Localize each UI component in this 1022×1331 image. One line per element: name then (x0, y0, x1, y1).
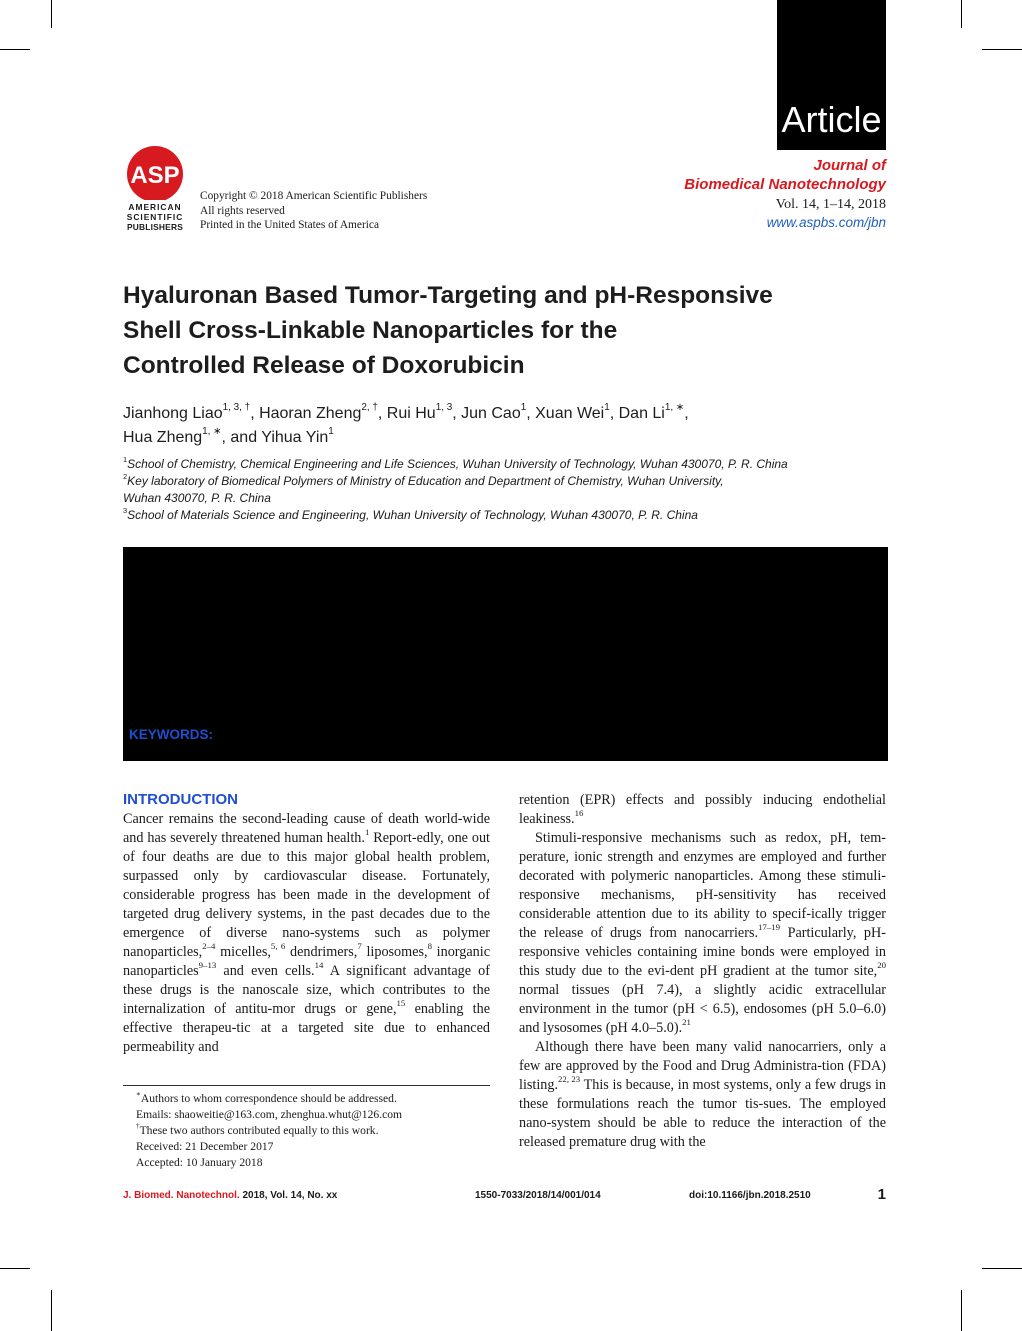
text-run: normal tissues (pH 7.4), a slightly acidic extracellular environment in the tumor (pH < 6.5), endosomes (pH 5.0–6.0) and lysosomes (pH 4.0–5.0). (519, 982, 886, 1036)
right-column (519, 791, 886, 1152)
text-run: Although there have been many valid nanocarriers, only a few are approved by the Food and Drug Administra-tion (FDA) listing. (519, 1039, 886, 1093)
text-run: Stimuli-responsive mechanisms such as redox, pH, tem-perature, ionic strength and enzymes are employed and further decorated with polymeric nanoparticles. Among these stimuli-responsive mechanisms, pH-sensitivity has received considerable attention due to its ability to specif-ically trigger the release of drugs from nanocarriers. (519, 830, 886, 941)
article-tab (777, 0, 886, 150)
text-run: This is because, in most systems, only a few drugs in these formulations reach the tumor tis-sues. The employed nano-system should be able to reduce the interaction of the released premature drug with the (519, 1077, 886, 1150)
citation-ref[interactable]: 21 (682, 1016, 691, 1027)
article-tab-label: Article (781, 99, 882, 140)
journal-volume: Vol. 14, 1–14, 2018 (775, 197, 886, 212)
crop-mark (961, 0, 962, 28)
crop-mark (51, 1290, 52, 1331)
citation-ref[interactable]: 15 (396, 997, 406, 1008)
journal-name-line: Journal of (813, 157, 886, 174)
logo-line: AMERICAN (128, 202, 182, 212)
crop-mark (982, 49, 1022, 50)
citation-ref[interactable]: 1 (364, 826, 370, 837)
text-run: micelles, (215, 944, 271, 960)
text-run: enabling the effective therapeu-tic at a targeted site due to enhanced permeability and (123, 1001, 490, 1055)
citation-ref[interactable]: 5, 6 (270, 940, 286, 951)
asp-badge-icon (120, 144, 190, 200)
author: Jun Cao$^1$ (461, 402, 527, 422)
footnotes (136, 1091, 490, 1171)
text-run: inorganic nanoparticles (123, 944, 490, 979)
crop-mark (51, 0, 52, 28)
journal-name (684, 156, 886, 194)
text-run: Particularly, pH-responsive vehicles containing imine bonds were employed in this study due to the evi-dent pH gradient at the tumor site, (519, 925, 886, 979)
text-run: liposomes, (361, 944, 428, 960)
author: Haoran Zheng$^{2, \dagger}$ (259, 402, 378, 422)
author: Dan $Li^{1, ∗}$ (618, 402, 685, 422)
title-line: Shell Cross-Linkable Nanoparticles for the (123, 317, 618, 344)
article-title (123, 278, 773, 383)
abstract-box (123, 547, 888, 761)
footnote: ∗Authors to whom correspondence should be addressed. (136, 1090, 397, 1105)
crop-mark (982, 1268, 1022, 1269)
citation-ref[interactable]: 8 (427, 940, 432, 951)
page-number: 1 (877, 1186, 886, 1203)
citation-ref[interactable]: 16 (574, 807, 584, 818)
copyright-line: All rights reserved (200, 204, 285, 217)
citation-ref[interactable]: 14 (314, 959, 324, 970)
footnote: Received: 21 December 2017 (136, 1140, 274, 1153)
footer-issn: 1550-7033/2018/14/001/014 (475, 1190, 601, 1201)
left-column (123, 790, 490, 1057)
affiliation: Wuhan 430070, P. R. China (123, 491, 271, 505)
footnote: Accepted: 10 January 2018 (136, 1156, 263, 1169)
citation-ref[interactable]: 20 (877, 959, 886, 970)
text-run: Report-edly, one out of four deaths are due to this major global health problem, surpassed only by cardiovascular disease. Fortunately, considerable progress has been made in the development of targeted drug delivery systems, in the past decades due to the emergence of diverse nano-systems such as polymer nanoparticles, (123, 830, 490, 960)
copyright-line: Printed in the United States of America (200, 219, 380, 231)
affiliation: $^3$School of Materials Science and Engineering, Wuhan University of Technology, Wuhan 430070, P. R. China (123, 505, 698, 522)
intro-paragraph (519, 1038, 886, 1152)
author: Rui Hu$^{1, 3}$ (386, 402, 453, 422)
footer-doi[interactable]: doi:10.1166/jbn.2018.2510 (689, 1190, 811, 1201)
keywords-label: KEYWORDS: (129, 727, 213, 742)
author: Yihua Yin$^1$ (261, 426, 334, 446)
author: Hua Zheng$^{1, ∗}$ (123, 426, 222, 446)
publisher-logo (120, 144, 190, 230)
citation-ref[interactable]: 9–13 (198, 959, 217, 970)
section-heading: INTRODUCTION (123, 791, 238, 808)
citation-ref[interactable]: 17–19 (758, 921, 781, 932)
copyright-block (200, 189, 427, 233)
intro-paragraph (123, 810, 490, 1057)
copyright-line: Copyright © 2018 American Scientific Publishers (200, 190, 428, 202)
crop-mark (961, 1290, 962, 1331)
text-run: Cancer remains the second-leading cause of death world-wide and has severely threatened human health. (123, 811, 490, 846)
intro-paragraph (519, 829, 886, 1038)
footnote: †These two authors contributed equally to this work. (136, 1122, 379, 1137)
footnote-rule (123, 1085, 490, 1086)
asp-badge-text: ASP (130, 162, 180, 189)
crop-mark (0, 49, 30, 50)
journal-name-line: Biomedical Nanotechnology (684, 176, 886, 193)
text-run: dendrimers, (285, 944, 358, 960)
title-line: Hyaluronan Based Tumor-Targeting and pH-Responsive (123, 282, 773, 309)
title-line: Controlled Release of Doxorubicin (123, 352, 525, 379)
text-run: retention (EPR) effects and possibly inducing endothelial leakiness. (519, 792, 886, 827)
author: Jianhong Liao$^{1, 3, \dagger}$ (123, 402, 251, 422)
author: Xuan Wei$^1$ (535, 402, 610, 422)
crop-mark (0, 1268, 30, 1269)
journal-url[interactable]: www.aspbs.com/jbn (766, 215, 886, 230)
affiliation: $^1$School of Chemistry, Chemical Engineering and Life Sciences, Wuhan University of Technology, Wuhan 430070, P. R. China (123, 454, 788, 471)
affiliations (123, 456, 883, 524)
journal-info (684, 156, 886, 232)
text-run: A significant advantage of these drugs is the nanoscale size, which contributes to the internalization of antitu-mor drugs or gene, (123, 963, 491, 1017)
footnote: Emails: shaoweitie@163.com, zhenghua.whut@126.com (136, 1108, 403, 1121)
affiliation: $^2$Key laboratory of Biomedical Polymers of Ministry of Education and Department of Chemistry, Wuhan University, (123, 471, 724, 488)
citation-ref[interactable]: 7 (357, 940, 362, 951)
logo-line: PUBLISHERS (127, 222, 183, 232)
logo-line: SCIENTIFIC (126, 212, 184, 222)
citation-ref[interactable]: 2–4 (202, 940, 216, 951)
author-list: Jianhong Liao$^{1, 3, \dagger}$, Haoran Zheng$^{2, \dagger}$, Rui Hu$^{1, 3}$, Jun Cao$^1$, Xuan Wei$^1$, Dan $Li^{1, ∗}$, Hua Zheng$^{1, ∗}$, and Yihua Yin$^1$ (123, 402, 689, 446)
footer-citation: J. Biomed. Nanotechnol. 2018, Vol. 14, No. xx (123, 1190, 338, 1201)
page-footer (123, 1186, 886, 1208)
text-run: and even cells. (216, 963, 315, 979)
intro-paragraph (519, 791, 886, 829)
citation-ref[interactable]: 22, 23 (558, 1073, 581, 1084)
